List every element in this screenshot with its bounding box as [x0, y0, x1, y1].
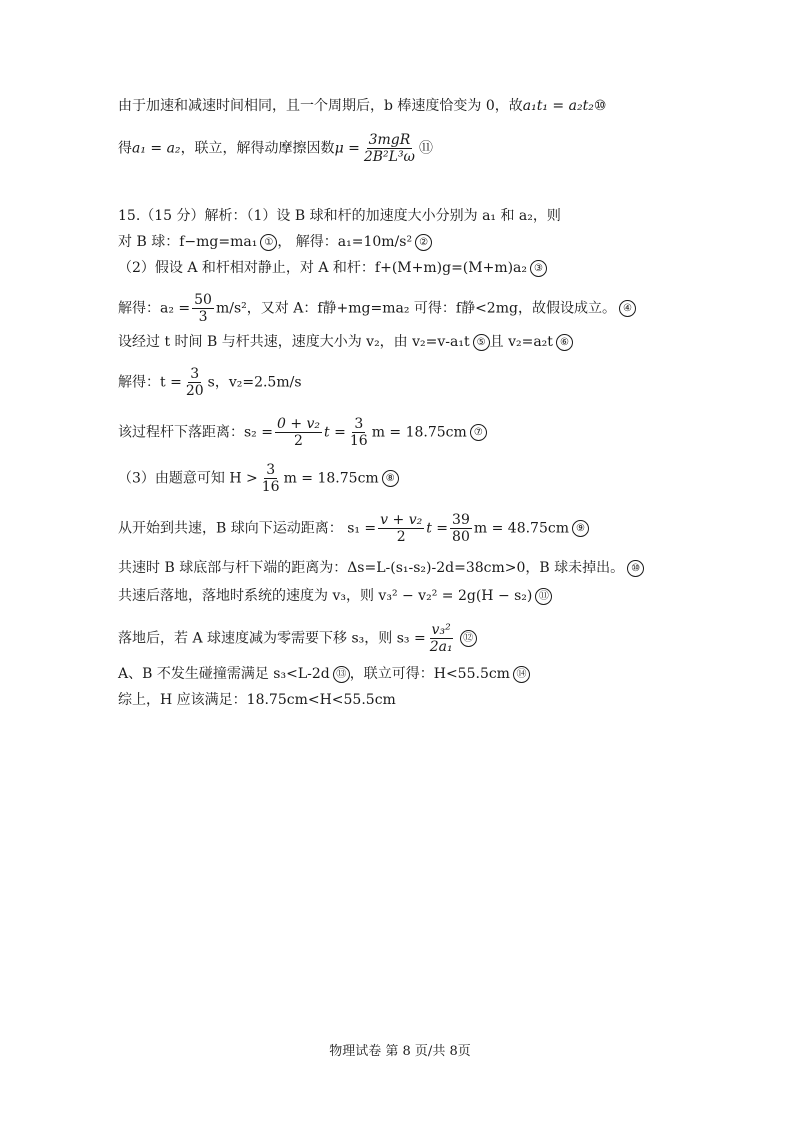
page-footer: 物理试卷 第 8 页/共 8页: [329, 1044, 471, 1059]
text: 落地后，若 A 球速度减为零需要下移 s₃，则 s₃ =: [118, 630, 426, 647]
mu-symbol: μ =: [334, 140, 360, 157]
equation: a₁t₁ = a₂t₂: [522, 98, 594, 114]
numerator: 50: [194, 292, 212, 308]
step-marker: ⑦: [470, 424, 487, 441]
numerator: 39: [452, 512, 470, 528]
text: （3）由题意可知 H >: [118, 470, 258, 487]
numerator: v + v₂: [380, 512, 423, 528]
step-marker: ⑬: [333, 666, 350, 683]
solution-line-2: [118, 132, 433, 165]
solution-line-4: [118, 232, 432, 252]
denominator: 20: [185, 383, 204, 399]
text: 15.（15 分）解析：（1）设 B 球和杆的加速度大小分别为 a₁ 和 a₂，则: [118, 208, 561, 224]
step-marker: ⑪: [535, 588, 552, 605]
text: t =: [324, 424, 346, 441]
text: ，联立，解得动摩擦因数: [180, 140, 335, 157]
denominator: 2: [294, 433, 303, 449]
solution-line-13: [118, 586, 552, 606]
solution-line-16: [118, 690, 396, 710]
step-marker: ⑫: [460, 630, 477, 647]
fraction: [348, 416, 370, 449]
solution-line-5: [118, 258, 547, 278]
solution-line-14: [118, 622, 477, 655]
fraction: [260, 462, 282, 495]
numerator: 3: [354, 416, 364, 432]
denominator: 16: [349, 433, 368, 449]
text: 对 B 球：f−mg=ma₁: [118, 234, 258, 250]
step-marker: ⑨: [572, 520, 589, 537]
problem-15-heading: [118, 206, 561, 226]
text: 设经过 t 时间 B 与杆共速，速度大小为 v₂，由 v₂=v-a₁t: [118, 334, 470, 350]
fraction: [378, 512, 424, 545]
fraction: [362, 132, 417, 165]
text: 共速时 B 球底部与杆下端的距离为：Δs=L-(s₁-s₂)-2d=38cm>0，B 球未掉出。: [118, 560, 625, 576]
numerator: 3: [190, 366, 200, 382]
step-marker: ④: [619, 300, 636, 317]
text: 共速后落地，落地时系统的速度为 v₃，则 v₃² − v₂² = 2g(H − s₂): [118, 588, 533, 604]
text: 解得：a₂ =: [118, 300, 191, 317]
numerator: 3: [266, 462, 276, 478]
fraction: [275, 416, 322, 449]
text: ， 解得：a₁=10m/s²: [277, 234, 413, 250]
text: t =: [426, 520, 449, 537]
denominator: 16: [261, 479, 280, 495]
solution-line-12: [118, 558, 644, 578]
solution-line-8: [118, 366, 302, 399]
step-marker: ②: [415, 234, 432, 251]
text: 得: [118, 140, 132, 157]
step-marker: ⑥: [556, 334, 573, 351]
text: m = 18.75cm: [371, 424, 467, 441]
solution-line-15: [118, 664, 530, 684]
numerator: 0 + v₂: [276, 416, 321, 432]
solution-line-1: [118, 96, 606, 116]
text: 且 v₂=a₂t: [489, 334, 553, 350]
fraction: [184, 366, 206, 399]
text: m = 48.75cm: [473, 520, 569, 537]
solution-line-10: [118, 462, 399, 495]
text: m/s²，又对 A：f静+mg=ma₂ 可得：f静<2mg，故假设成立。: [215, 300, 616, 317]
step-marker: ⑪: [418, 140, 433, 157]
fraction: [428, 622, 455, 655]
step-marker: ③: [530, 260, 547, 277]
text: 综上，H 应该满足：18.75cm<H<55.5cm: [118, 692, 396, 708]
fraction: [192, 292, 214, 325]
equation: a₁ = a₂: [132, 140, 181, 157]
solution-line-9: [118, 416, 487, 449]
text: ，联立可得：H<55.5cm: [349, 666, 510, 682]
step-marker: ⑤: [473, 334, 490, 351]
numerator: 3mgR: [368, 132, 411, 148]
step-marker: ⑧: [382, 470, 399, 487]
numerator: v₃²: [431, 622, 451, 638]
text: 从开始到共速，B 球向下运动距离： s₁ =: [118, 520, 377, 537]
text: A、B 不发生碰撞需满足 s₃<L-2d: [118, 666, 330, 682]
text: （2）假设 A 和杆相对静止，对 A 和杆：f+(M+m)g=(M+m)a₂: [118, 260, 528, 276]
step-marker: ⑩: [593, 98, 607, 114]
step-marker: ①: [260, 234, 277, 251]
denominator: 80: [452, 529, 470, 545]
solution-line-11: [118, 512, 589, 545]
text: s，v₂=2.5m/s: [207, 374, 302, 391]
solution-line-6: [118, 292, 636, 325]
fraction: [450, 512, 472, 545]
solution-line-7: [118, 332, 573, 352]
step-marker: ⑭: [513, 666, 530, 683]
step-marker: ⑩: [627, 560, 644, 577]
denominator: 3: [198, 309, 208, 325]
denominator: 2a₁: [429, 639, 453, 655]
denominator: 2B²L³ω: [363, 149, 415, 165]
text: 由于加速和减速时间相同，且一个周期后，b 棒速度恰变为 0，故: [118, 98, 523, 114]
text: m = 18.75cm: [283, 470, 379, 487]
text: 该过程杆下落距离：s₂ =: [118, 424, 273, 441]
text: 解得：t =: [118, 374, 182, 391]
denominator: 2: [396, 529, 406, 545]
